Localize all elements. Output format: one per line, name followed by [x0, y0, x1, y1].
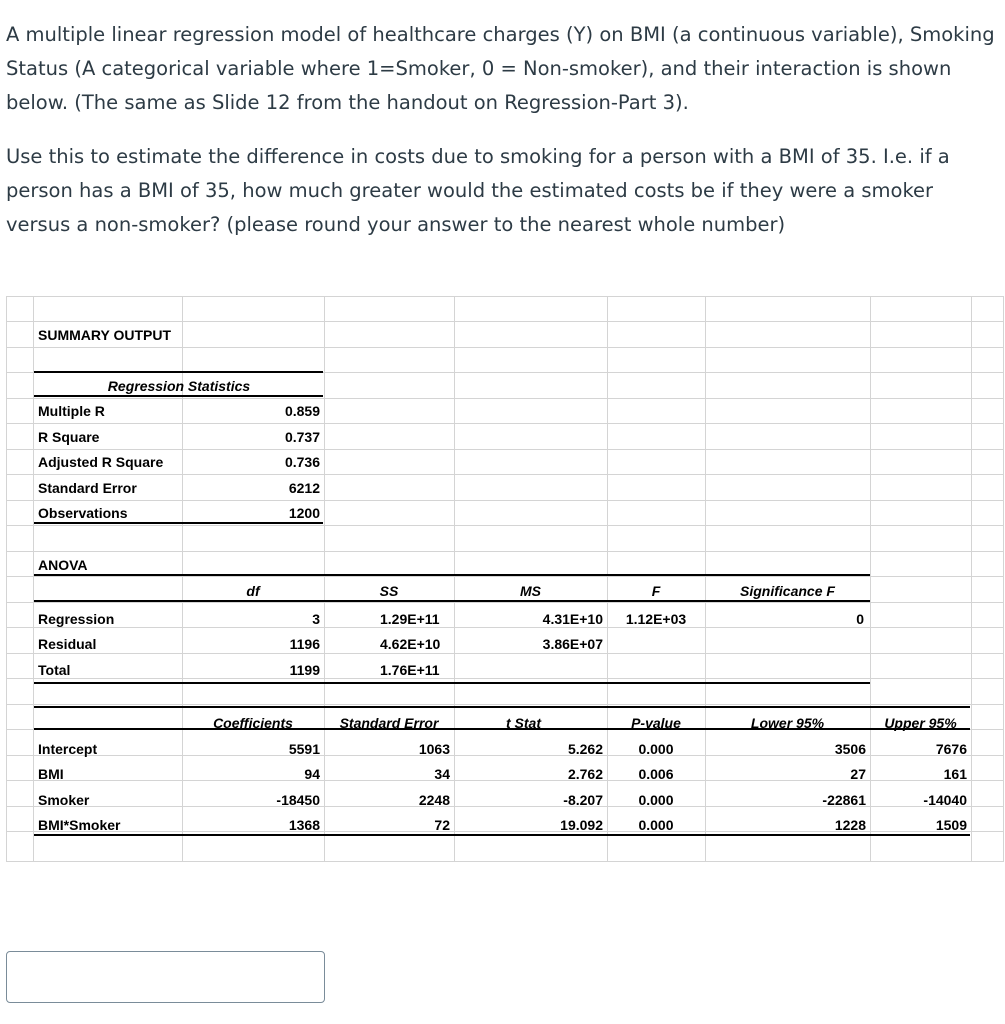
coef-value: 1368: [288, 817, 320, 833]
coef-header-lower-95: Lower 95%: [750, 715, 825, 731]
coef-p-value: 0.000: [638, 741, 674, 757]
anova-ms: 3.86E+07: [542, 636, 603, 652]
question-paragraph-2: Use this to estimate the difference in costs due to smoking for a person with a BMI of 35. I.e. if a person has a BMI of 35, how much greater would the estimated costs be if they were a smoker versus a non-smoker? (please round your answer to the nearest whole number): [6, 145, 950, 236]
coef-t-stat: -8.207: [563, 792, 603, 808]
regression-statistics-header: Regression Statistics: [107, 378, 251, 394]
anova-df: 3: [312, 611, 320, 627]
coef-row-label: BMI: [38, 766, 64, 782]
answer-input[interactable]: [6, 951, 325, 1003]
anova-significance-f: 0: [856, 611, 864, 627]
coef-lower-95: -22861: [822, 792, 866, 808]
stat-value: 1200: [288, 505, 320, 521]
coef-se: 2248: [418, 792, 450, 808]
stat-value: 0.736: [284, 454, 320, 470]
stat-value: 0.859: [284, 403, 320, 419]
coef-se: 34: [434, 766, 450, 782]
coef-row-label: BMI*Smoker: [38, 817, 121, 833]
anova-row-label: Regression: [38, 611, 115, 627]
coef-header-t-stat: t Stat: [506, 715, 541, 731]
anova-df: 1199: [289, 662, 320, 678]
coef-lower-95: 1228: [834, 817, 866, 833]
anova-ss: 4.62E+10: [380, 636, 441, 652]
coef-row-label: Intercept: [38, 741, 98, 757]
coef-value: 5591: [288, 741, 320, 757]
anova-title: ANOVA: [38, 557, 88, 573]
anova-ss: 1.76E+11: [380, 662, 440, 678]
coef-header-p-value: P-value: [631, 715, 681, 731]
coef-header-upper-95: Upper 95%: [884, 715, 957, 731]
anova-header-ss: SS: [379, 583, 399, 599]
anova-header-ms: MS: [520, 583, 541, 599]
coef-value: 94: [304, 766, 320, 782]
coef-p-value: 0.006: [638, 766, 674, 782]
stat-value: 6212: [288, 480, 320, 496]
coef-upper-95: 7676: [935, 741, 967, 757]
coef-t-stat: 5.262: [567, 741, 603, 757]
coef-row-label: Smoker: [38, 792, 90, 808]
coef-header-standard-error: Standard Error: [339, 715, 439, 731]
stat-label: Multiple R: [38, 403, 105, 419]
stat-label: R Square: [38, 429, 100, 445]
coef-t-stat: 19.092: [560, 817, 603, 833]
summary-output-title: SUMMARY OUTPUT: [38, 327, 171, 343]
coef-p-value: 0.000: [638, 817, 674, 833]
coef-upper-95: 161: [943, 766, 967, 782]
stat-label: Observations: [38, 505, 128, 521]
coef-header-coefficients: Coefficients: [213, 715, 293, 731]
stat-label: Standard Error: [38, 480, 137, 496]
regression-output-image: [6, 296, 1004, 862]
anova-header-df: df: [246, 583, 260, 599]
coef-lower-95: 27: [850, 766, 866, 782]
coef-upper-95: -14040: [923, 792, 967, 808]
anova-row-label: Total: [38, 662, 71, 678]
coef-se: 1063: [418, 741, 450, 757]
coef-lower-95: 3506: [834, 741, 866, 757]
anova-header-significance-f: Significance F: [740, 583, 835, 599]
coef-upper-95: 1509: [935, 817, 967, 833]
anova-header-f: F: [651, 583, 661, 599]
anova-df: 1196: [289, 636, 320, 652]
anova-row-label: Residual: [38, 636, 97, 652]
anova-ss: 1.29E+11: [380, 611, 440, 627]
stat-value: 0.737: [284, 429, 320, 445]
coef-value: -18450: [276, 792, 320, 808]
question-paragraph-1: A multiple linear regression model of healthcare charges (Y) on BMI (a continuous variable), Smoking Status (A categorical variable where 1=Smoker, 0 = Non-smoker), and their interaction is shown below. (The same as Slide 12 from the handout on Regression-Part 3).: [6, 23, 995, 114]
coef-t-stat: 2.762: [567, 766, 603, 782]
coef-se: 72: [434, 817, 450, 833]
coef-p-value: 0.000: [638, 792, 674, 808]
stat-label: Adjusted R Square: [38, 454, 164, 470]
anova-f: 1.12E+03: [625, 611, 687, 627]
anova-ms: 4.31E+10: [542, 611, 603, 627]
